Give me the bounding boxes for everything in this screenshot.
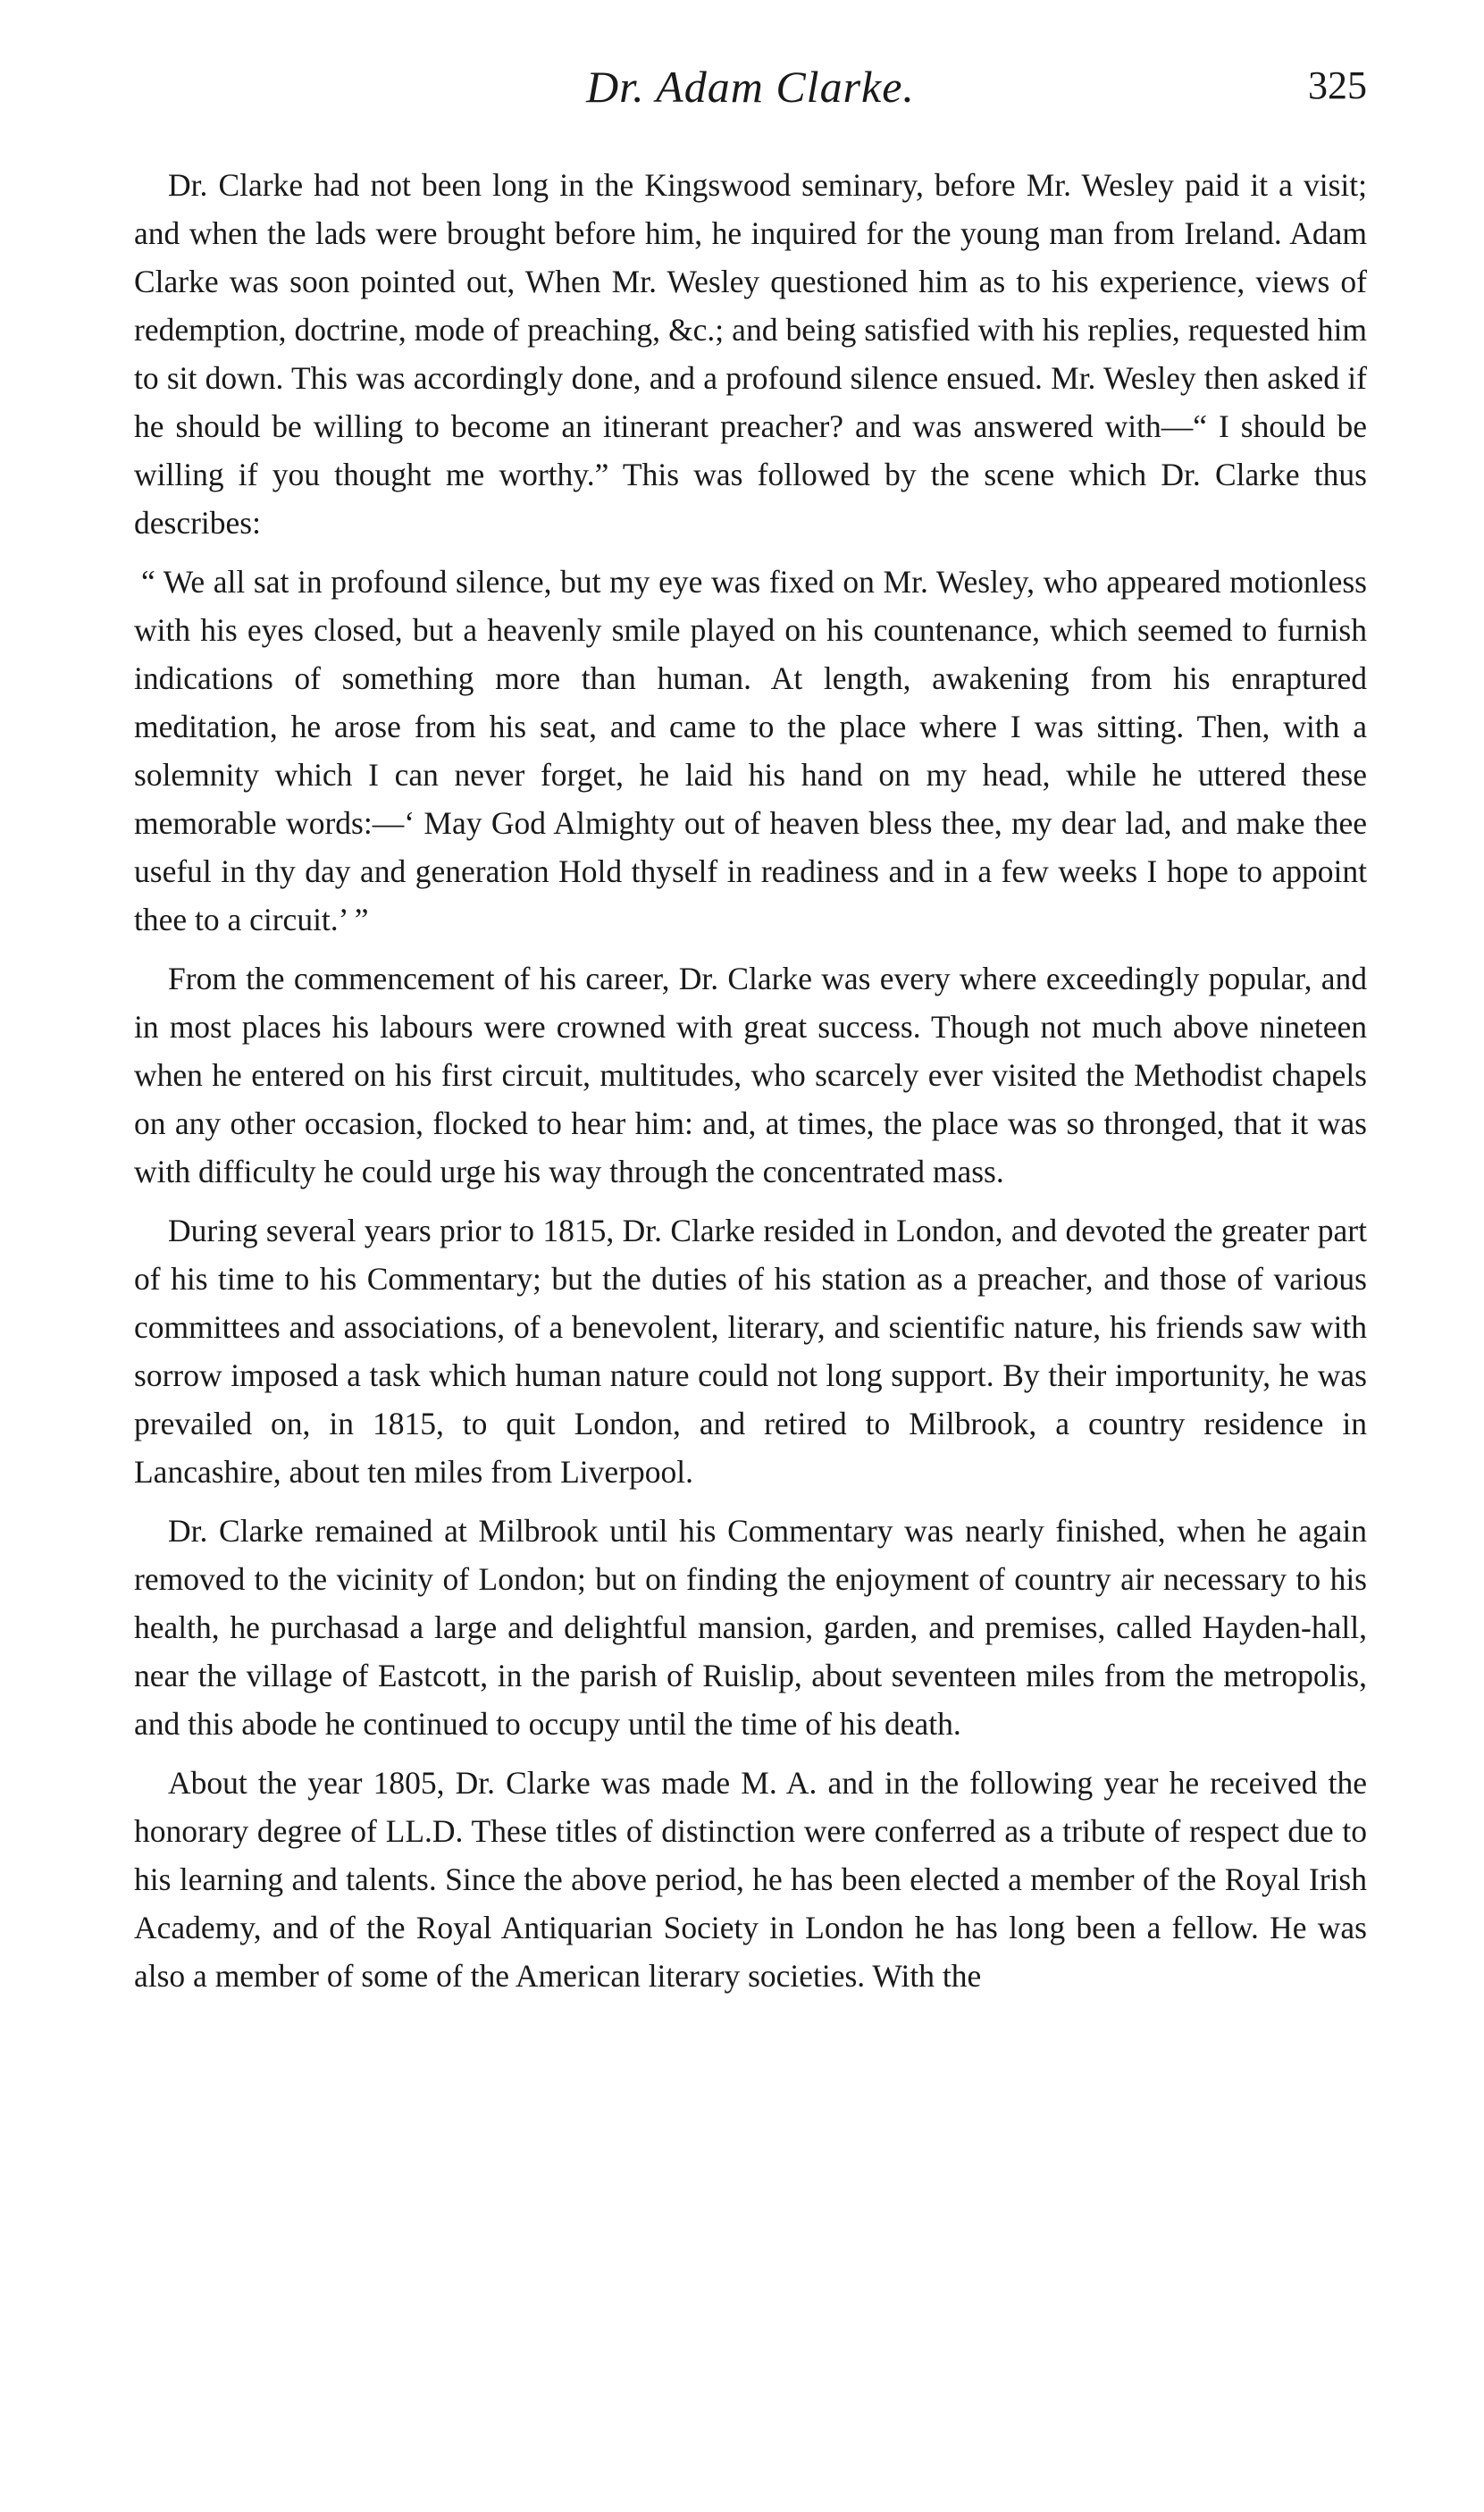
paragraph-kingswood-visit: Dr. Clarke had not been long in the Kingswood seminary, before Mr. Wesley paid it a visit; and when the lads were brought before him, he inquired for the young man from Ireland. Adam Clarke was soon pointed out, When Mr. Wesley questioned him as to his experience, views of redemption, doctrine, mode of preaching, &c.; and being satisfied with his replies, requested him to sit down. This was accordingly done, and a profound silence ensued. Mr. Wesley then asked if he should be willing to become an itinerant preacher? and was answered with—“ I should be willing if you thought me worthy.” This was followed by the scene which Dr. Clarke thus describes: (134, 167, 1367, 541)
paragraph-career-popularity: From the commencement of his career, Dr. Clarke was every where exceedingly popular, and in most places his labours were crowned with great success. Though not much above nineteen when he entered on his first circuit, multitudes, who scarcely ever visited the Methodist chapels on any other occasion, flocked to hear him: and, at times, the place was so thronged, that it was with difficulty he could urge his way through the concentrated mass. (134, 961, 1367, 1189)
paragraph-milbrook: Dr. Clarke remained at Milbrook until his Commentary was nearly finished, when he again removed to the vicinity of London; but on finding the enjoyment of country air necessary to his health, he purchasad a large and delightful mansion, garden, and premises, called Hayden-hall, near the village of Eastcott, in the parish of Ruislip, about seventeen miles from the metropolis, and this abode he continued to occupy until the time of his death. (134, 1513, 1367, 1742)
running-title: Dr. Adam Clarke. (586, 62, 915, 112)
body-text (134, 161, 1367, 2011)
running-head (134, 61, 1367, 132)
paragraph-wesley-blessing-quote: “ We all sat in profound silence, but my eye was fixed on Mr. Wesley, who appeared motionless with his eyes closed, but a heavenly smile played on his countenance, which seemed to furnish indications of something more than human. At length, awakening from his enraptured meditation, he arose from his seat, and came to the place where I was sitting. Then, with a solemnity which I can never forget, he laid his hand on my head, while he uttered these memorable words:—‘ May God Almighty out of heaven bless thee, my dear lad, and make thee useful in thy day and generation Hold thyself in readiness and in a few weeks I hope to appoint thee to a circuit.’ ” (134, 564, 1367, 937)
paragraph-london-residence: During several years prior to 1815, Dr. Clarke resided in London, and devoted the greater part of his time to his Commentary; but the duties of his station as a preacher, and those of various committees and associations, of a benevolent, literary, and scientific nature, his friends saw with sorrow imposed a task which human nature could not long support. By their importunity, he was prevailed on, in 1815, to quit London, and retired to Milbrook, a country residence in Lancashire, about ten miles from Liverpool. (134, 1213, 1367, 1490)
paragraph-degrees: About the year 1805, Dr. Clarke was made M. A. and in the following year he received the honorary degree of LL.D. These titles of distinction were conferred as a tribute of respect due to his learning and talents. Since the above period, he has been elected a member of the Royal Irish Academy, and of the Royal Antiquarian Society in London he has long been a fellow. He was also a member of some of the American literary societies. With the (134, 1765, 1367, 1994)
page-number: 325 (1308, 63, 1367, 107)
